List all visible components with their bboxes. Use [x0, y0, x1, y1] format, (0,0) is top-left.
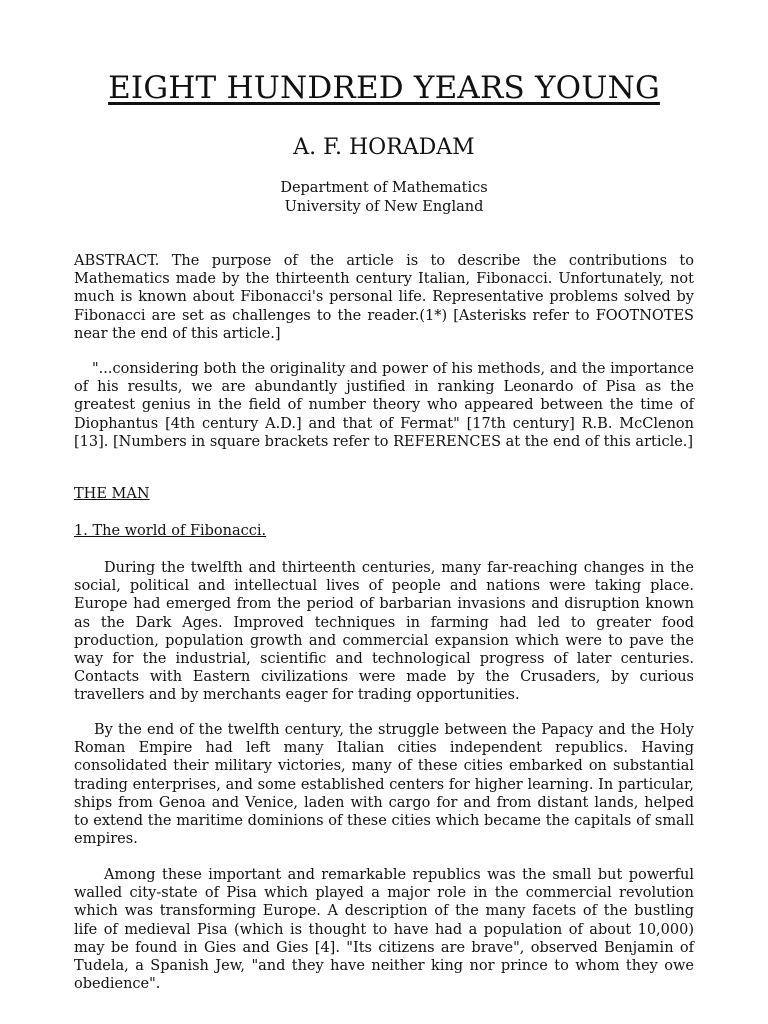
body-paragraph: Among these important and remarkable republics was the small but powerful walled city-state of Pisa which played a major role in the commercial revolution which was transforming Europe. A description of the many facets of the bustling life of medieval Pisa (which is thought to have had a population of about 10,000) may be found in Gies and Gies [4]. "Its citizens are brave", observed Benjamin of Tudela, a Spanish Jew, "and they have neither king nor prince to whom they owe obedience". [74, 867, 694, 993]
paper-title: EIGHT HUNDRED YEARS YOUNG [108, 70, 660, 106]
affiliation-university: University of New England [284, 199, 484, 215]
body-paragraph: During the twelfth and thirteenth centuries, many far-reaching changes in the social, political and intellectual lives of people and nations were taking place. Europe had emerged from the period of barbarian invasions and disruption known as the Dark Ages. Improved techniques in farming had led to greater food production, population growth and commercial expansion which were to pave the way for the industrial, scientific and technological progress of later centuries. Contacts with Eastern civilizations were made by the Crusaders, by curious travellers and by merchants eager for trading opportunities. [74, 560, 694, 704]
subsection-heading: 1. The world of Fibonacci. [74, 523, 267, 539]
author-name: A. F. HORADAM [293, 135, 475, 160]
abstract-paragraph: ABSTRACT. The purpose of the article is to describe the contributions to Mathematics made by the thirteenth century Italian, Fibonacci. Unfortunately, not much is known about Fibonacci's personal life. Representative problems solved by Fibonacci are set as challenges to the reader.(1*) [Asterisks refer to FOOTNOTES near the end of this article.] [74, 253, 694, 342]
body-paragraph: By the end of the twelfth century, the struggle between the Papacy and the Holy Roman Empire had left many Italian cities independent republics. Having consolidated their military victories, many of these cities embarked on substantial trading enterprises, and some established centers for higher learning. In particular, ships from Genoa and Venice, laden with cargo for and from distant lands, helped to extend the maritime dominions of these cities which became the capitals of small empires. [74, 722, 694, 848]
quote-paragraph: "...considering both the originality and power of his methods, and the importance of his results, we are abundantly justified in ranking Leonardo of Pisa as the greatest genius in the field of number theory who appeared between the time of Diophantus [4th century A.D.] and that of Fermat" [17th century] R.B. McClenon [13]. [Numbers in square brackets refer to REFERENCES at the end of this article.] [74, 361, 694, 450]
section-heading: THE MAN [74, 486, 150, 502]
affiliation-department: Department of Mathematics [280, 180, 488, 196]
affiliation [0, 179, 768, 217]
